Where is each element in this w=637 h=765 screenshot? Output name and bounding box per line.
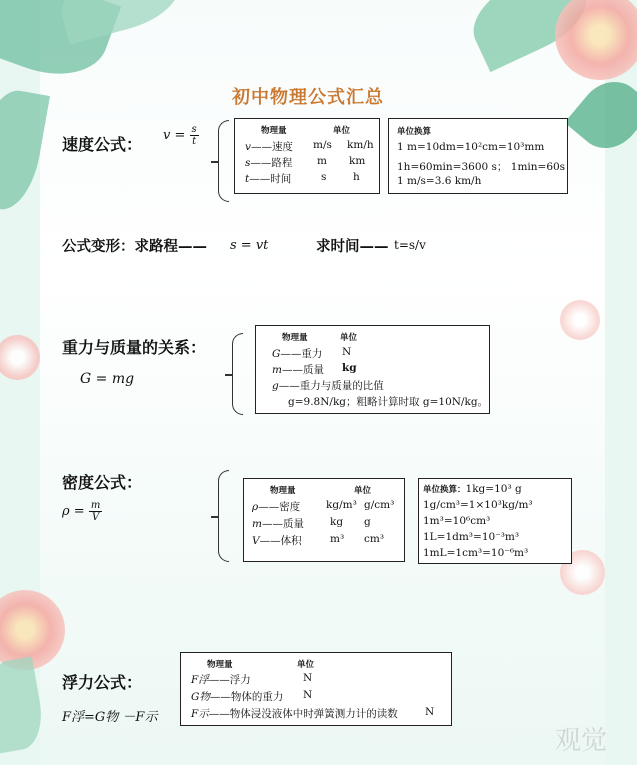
density-row-V: V——体积 m³ cm³ [252, 533, 385, 547]
flower-decoration-left [0, 335, 40, 380]
speed-conversion-box [388, 118, 568, 194]
time-formula: t=s/v [394, 238, 426, 252]
buoyancy-header-quantity: 物理量 [207, 660, 233, 670]
gravity-formula: G = mg [80, 371, 135, 387]
speed-row-v: v——速度 m/s km/h [245, 139, 374, 153]
speed-conversion-title: 单位换算 [397, 127, 432, 137]
density-quantity-table [243, 478, 405, 562]
speed-row-s: s——路程 m km [245, 155, 366, 169]
speed-fraction: $\frac{s}{t}$ [191, 124, 197, 147]
speed-formula: v = $\frac{s}{t}$ [163, 124, 197, 147]
speed-conversion-line-1: 1 m=10dm=10²cm=10³mm [397, 141, 545, 153]
buoyancy-formula: F浮=G物 －F示 [62, 710, 158, 725]
time-label: 求时间—— [316, 239, 389, 255]
density-heading: 密度公式： [62, 473, 143, 492]
density-row-m: m——质量 kg g [252, 516, 371, 530]
distance-formula: s = vt [230, 238, 269, 253]
page-title: 初中物理公式汇总 [232, 87, 384, 108]
density-conversion-line-4: 1mL=1cm³=10⁻⁶m³ [423, 547, 529, 559]
density-header-unit: 单位 [354, 486, 372, 496]
speed-conversion-line-2: 1h=60min=3600 s； 1min=60s [397, 161, 566, 173]
buoyancy-header-unit: 单位 [297, 660, 315, 670]
buoyancy-quantity-table [180, 652, 452, 726]
speed-heading: 速度公式： [62, 135, 143, 154]
buoyancy-row-G-obj: G物——物体的重力 N [191, 689, 313, 703]
buoyancy-row-F-buoy: F浮——浮力 N [191, 672, 313, 686]
gravity-quantity-table [255, 325, 490, 414]
density-conversion-line-2: 1m³=10⁶cm³ [423, 515, 491, 527]
speed-header-unit: 单位 [333, 126, 351, 136]
density-conversion-box [418, 478, 572, 564]
density-formula: ρ = $\frac{m}{V}$ [62, 500, 101, 523]
gravity-row-m: m——质量 kg [272, 362, 357, 376]
buoyancy-heading: 浮力公式： [62, 673, 143, 692]
gravity-header-quantity: 物理量 [282, 333, 308, 343]
density-conversion-line-1: 1g/cm³=1×10³kg/m³ [423, 499, 533, 511]
speed-header-quantity: 物理量 [261, 126, 287, 136]
transform-label: 公式变形：求路程—— [62, 239, 207, 255]
density-brace [218, 470, 229, 562]
density-header-quantity: 物理量 [270, 486, 296, 496]
flower-decoration-right [560, 300, 600, 340]
density-conversion-line-3: 1L=1dm³=10⁻³m³ [423, 531, 520, 543]
speed-conversion-line-3: 1 m/s=3.6 km/h [397, 175, 482, 187]
gravity-row-G: G——重力 N [272, 346, 352, 360]
speed-row-t: t——时间 s h [245, 171, 360, 185]
gravity-note: g=9.8N/kg；粗略计算时取 g=10N/kg。 [288, 396, 489, 408]
gravity-header-unit: 单位 [340, 333, 358, 343]
gravity-heading: 重力与质量的关系： [62, 338, 207, 357]
watermark: 观觉 [555, 726, 608, 756]
density-conversion-header: 单位换算：1kg=10³ g [423, 483, 522, 495]
buoyancy-row-F-reading: F示——物体浸没液体中时弹簧测力计的读数 N [191, 706, 435, 720]
gravity-brace [232, 333, 243, 415]
density-row-rho: ρ——密度 kg/m³ g/cm³ [252, 499, 395, 513]
speed-brace [218, 120, 229, 202]
gravity-row-g: g——重力与质量的比值 [272, 380, 384, 392]
density-fraction: $\frac{m}{V}$ [90, 500, 101, 523]
speed-quantity-table [234, 118, 380, 194]
